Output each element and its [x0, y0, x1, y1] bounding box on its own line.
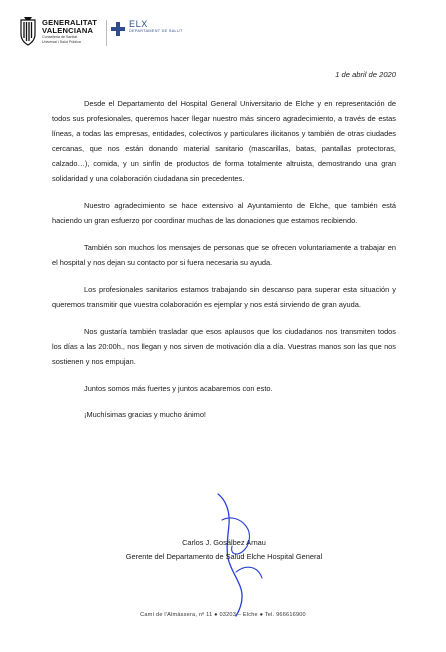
paragraph: Los profesionales sanitarios estamos trabajando sin descanso para superar esta situación y queremos transmitir que vuestra colaboración es ejemplar y nos está sirviendo de gran ayuda. [52, 285, 396, 309]
conselleria-line2: Universal i Salut Pública [42, 39, 81, 44]
paragraph: Nos gustaría también trasladar que esos aplausos que los ciudadanos nos transmiten todos los días a las 20:00h., nos llegan y nos sirven de motivación día a día. Vuestras manos son las que nos sostienen y nos empujan. [52, 327, 396, 366]
health-cross-icon [111, 22, 125, 36]
signatory-name: Carlos J. Gosálbez Arnau [182, 538, 266, 547]
generalitat-name-line2: VALENCIANA [42, 25, 94, 35]
signatory-title: Gerente del Departamento de Salud Elche Hospital General [125, 552, 323, 562]
paragraph: También son muchos los mensajes de personas que se ofrecen voluntariamente a trabajar en el hospital y nos dejan su contacto por si fuera necesaria su ayuda. [52, 243, 396, 267]
signature-block [52, 536, 396, 565]
letterhead [18, 14, 438, 54]
paragraph: ¡Muchísimas gracias y mucho ánimo! [84, 410, 206, 419]
letter-body [52, 96, 396, 434]
elx-wordmark [129, 20, 183, 34]
generalitat-name-line1: GENERALITAT [42, 18, 98, 27]
header-divider [106, 20, 107, 46]
generalitat-shield-icon [18, 16, 38, 46]
letter-date: 1 de abril de 2020 [335, 70, 396, 79]
elx-department: DEPARTAMENT DE SALUT [129, 29, 183, 33]
conselleria-line1: Conselleria de Sanitat [42, 35, 78, 40]
paragraph: Juntos somos más fuertes y juntos acabaremos con esto. [84, 384, 273, 393]
footer-address: Camí de l'Almàssera, nº 11 ● 03203 – Elche ● Tel. 966616900 [140, 612, 306, 618]
paragraph: Nuestro agradecimiento se hace extensivo al Ayuntamiento de Elche, que también está haciendo un gran esfuerzo por coordinar muchas de las donaciones que estamos recibiendo. [52, 201, 396, 225]
paragraph: Desde el Departamento del Hospital General Universitario de Elche y en representación de todos sus profesionales, queremos hacer llegar nuestro más sincero agradecimiento, a través de estas líneas, a todas las empresas, entidades, colectivos y particulares ilicitanos y también de otras ciudades cercanas, que nos están donando material sanitario (mascarillas, batas, pantallas protectoras, calzado…), comida, y un sinfín de productos de forma totalmente altruista, demostrando una gran solidaridad y una colaboración ciudadana sin precedentes. [52, 99, 396, 183]
generalitat-wordmark [42, 19, 97, 44]
elx-name: ELX [129, 19, 148, 29]
